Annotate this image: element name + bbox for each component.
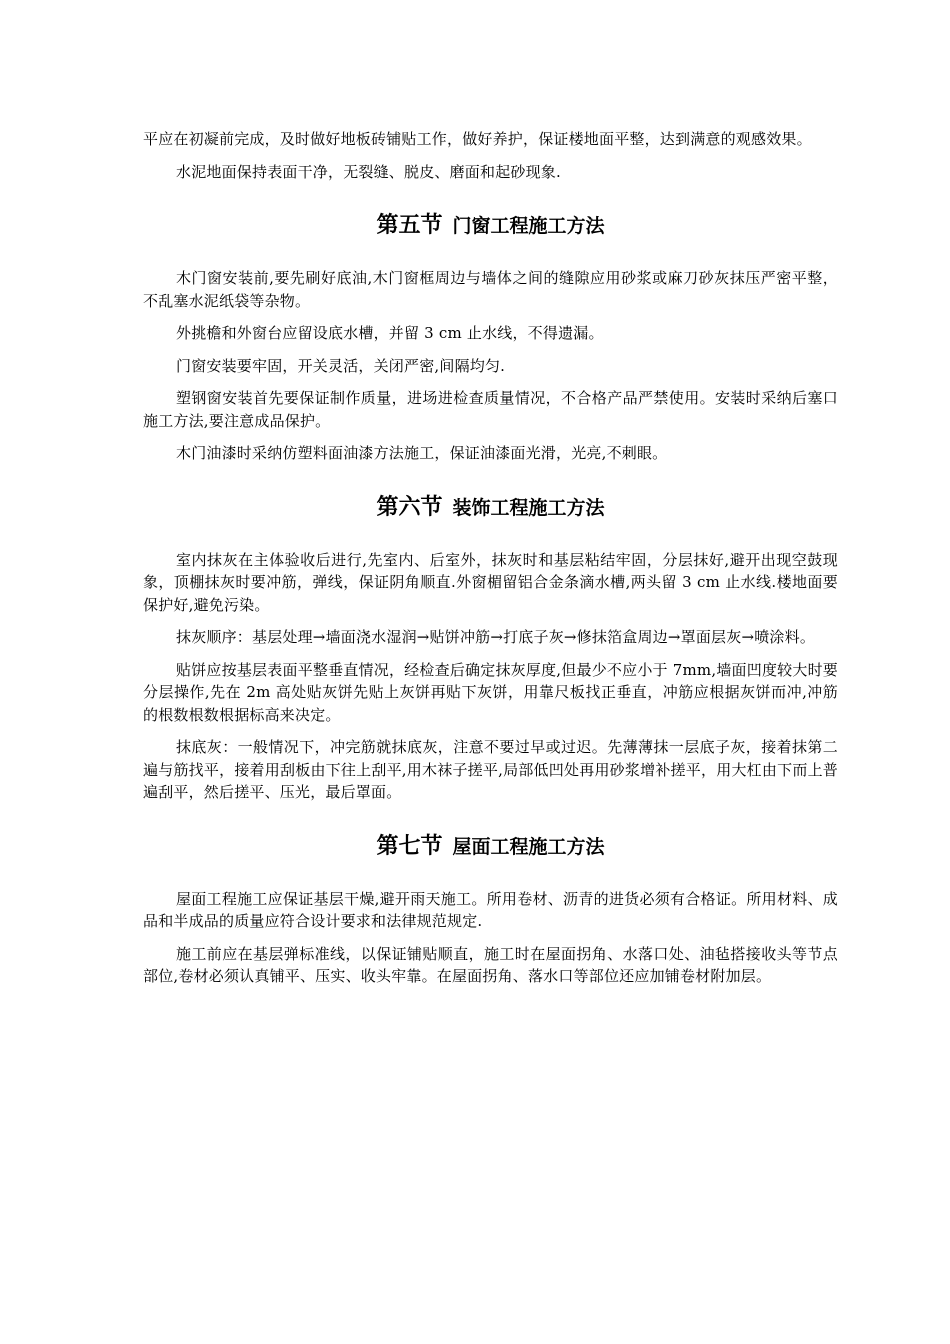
paragraph: 室内抹灰在主体验收后进行,先室内、后室外，抹灰时和基层粘结牢固，分层抹好,避开出现空鼓现象，顶棚抹灰时要冲筋，弹线，保证阴角顺直.外窗楣留铝合金条滴水槽,两头留 3 cm 止水线.楼地面要保护好,避免污染。 <box>143 550 838 614</box>
paragraph: 外挑檐和外窗台应留设底水槽，并留 3 cm 止水线，不得遗漏。 <box>176 324 604 342</box>
paragraph: 平应在初凝前完成，及时做好地板砖铺贴工作，做好养护，保证楼地面平整，达到满意的观感效果。 <box>143 130 812 148</box>
paragraph: 门窗安装要牢固，开关灵活，关闭严密,间隔均匀. <box>176 356 506 375</box>
document-page <box>143 128 838 998</box>
section-number: 第五节 <box>376 213 443 238</box>
section-title: 装饰工程施工方法 <box>452 496 605 519</box>
paragraph: 塑钢窗安装首先要保证制作质量，进场进检查质量情况，不合格产品严禁使用。安装时采纳后塞口施工方法,要注意成品保护。 <box>143 389 838 430</box>
paragraph: 抹灰顺序：基层处理→墙面浇水湿润→贴饼冲筋→打底子灰→修抹箔盒周边→罩面层灰→喷涂料。 <box>176 628 816 646</box>
paragraph: 贴饼应按基层表面平整垂直情况，经检查后确定抹灰厚度,但最少不应小于 7mm,墙面凹度较大时要分层操作,先在 2m 高处贴灰饼先贴上灰饼再贴下灰饼，用靠尺板找正垂直，冲筋应根据灰饼而冲,冲筋的根数根数根据标高来决定。 <box>143 660 838 724</box>
section-number: 第六节 <box>376 494 443 520</box>
paragraph: 木门油漆时采纳仿塑料面油漆方法施工，保证油漆面光滑，光亮,不刺眼。 <box>176 444 668 462</box>
paragraph: 抹底灰：一般情况下，冲完筋就抹底灰，注意不要过早或过迟。先薄薄抹一层底子灰，接着抹第二遍与筋找平，接着用刮板由下往上刮平,用木袜子搓平,局部低凹处再用砂浆增补搓平，用大杠由下而上普遍刮平，然后搓平、压光，最后罩面。 <box>143 738 838 801</box>
section-heading <box>143 209 838 241</box>
paragraph: 木门窗安装前,要先刷好底油,木门窗框周边与墙体之间的缝隙应用砂浆或麻刀砂灰抹压严密平整，不乱塞水泥纸袋等杂物。 <box>143 269 838 310</box>
paragraph: 屋面工程施工应保证基层干燥,避开雨天施工。所用卷材、沥青的进货必须有合格证。所用材料、成品和半成品的质量应符合设计要求和法律规范规定. <box>143 889 838 930</box>
paragraph: 水泥地面保持表面干净，无裂缝、脱皮、磨面和起砂现象. <box>176 162 561 181</box>
section-heading <box>143 830 838 862</box>
section-title: 屋面工程施工方法 <box>452 835 605 858</box>
section-title: 门窗工程施工方法 <box>452 215 605 237</box>
paragraph: 施工前应在基层弹标准线，以保证铺贴顺直，施工时在屋面拐角、水落口处、油毡搭接收头等节点部位,卷材必须认真铺平、压实、收头牢靠。在屋面拐角、落水口等部位还应加铺卷材附加层。 <box>143 944 838 985</box>
section-number: 第七节 <box>376 833 443 859</box>
section-heading <box>143 491 838 523</box>
